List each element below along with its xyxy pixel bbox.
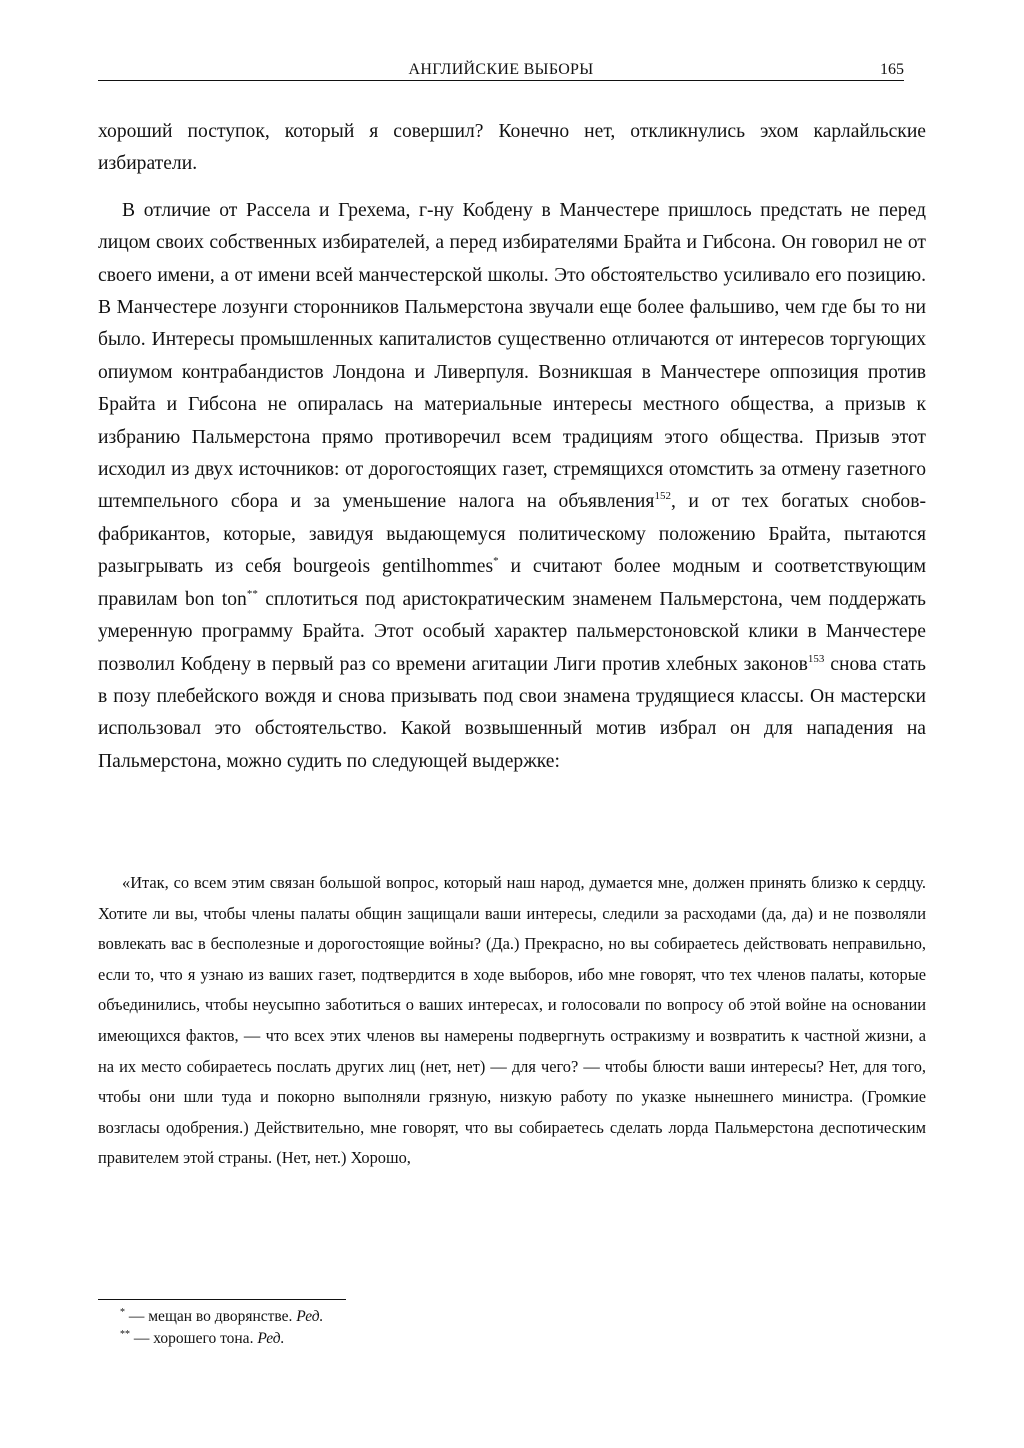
running-header (98, 60, 904, 81)
block-quote: «Итак, со всем этим связан большой вопрос, который наш народ, думается мне, должен принять близко к сердцу. Хотите ли вы, чтобы члены палаты общин защищали ваши интересы, следили за расходами (да, да) и не позволяли вовлекать вас в бесполезные и дорогостоящие войны? (Да.) Прекрасно, но вы собираетесь действовать неправильно, если то, что я узнаю из ваших газет, подтвердится в ходе выборов, ибо мне говорят, что тех членов палаты, которые объединились, чтобы неусыпно заботиться о ваших интересах, и голосовали по вопросу об этой войне на основании имеющихся фактов, — что всех этих членов вы намерены подвергнуть остракизму и возвратить к частной жизни, а на их место собираетесь послать других лиц (нет, нет) — для чего? — чтобы блюсти ваши интересы? Нет, для того, чтобы они шли туда и покорно выполняли грязную, низкую работу по указке нынешнего министра. (Громкие возгласы одобрения.) Действительно, мне говорят, что вы собираетесь сделать лорда Пальмерстона деспотическим правителем этой страны. (Нет, нет.) Хорошо, (98, 873, 926, 1168)
paragraph-text-e: снова стать в позу плебейского вождя и снова призывать под свои знамена трудящиеся классы. Он мастерски использовал это обстоятельство. Какой возвышенный мотив избрал он для нападения на Пальмерстона, можно судить по следующей выдержке: (98, 653, 926, 772)
paragraph-text-c: и считают более модным и соответствующим правилам bon ton (98, 556, 926, 610)
paragraph-text-a: В отличие от Рассела и Грехема, г-ну Кобдену в Манчестере пришлось предстать не перед лицом своих собственных избирателей, а перед избирателями Брайта и Гибсона. Он говорил не от своего имени, а от имени всей манчестерской школы. Это обстоятельство усиливало его позицию. В Манчестере лозунги сторонников Пальмерстона звучали еще более фальшиво, чем где бы то ни было. Интересы промышленных капиталистов существенно отличаются от интересов торгующих опиумом контрабандистов Лондона и Ливерпуля. Возникшая в Манчестере оппозиция против Брайта и Гибсона не опиралась на материальные интересы местного общества, а призыв к избранию Пальмерстона прямо противоречил всем традициям этого общества. Призыв этот исходил из двух источников: от дорогостоящих газет, стремящихся отомстить за отмену газетного штемпельного сбора и за уменьшение налога на объявления (98, 199, 926, 513)
footnote-ref-star[interactable]: * (493, 555, 499, 568)
footnote-editor: Ред. (296, 1308, 324, 1325)
note-ref-153[interactable]: 153 (807, 652, 825, 665)
paragraph-cobden (98, 195, 926, 778)
footnote-editor: Ред. (257, 1330, 285, 1347)
footnotes (120, 1306, 323, 1350)
paragraph-text-d: сплотиться под аристократическим знаменем Пальмерстона, чем поддержать умеренную программу Брайта. Этот особый характер пальмерстоновской клики в Манчестере позволил Кобдену в первый раз со времени агитации Лиги против хлебных законов (98, 588, 926, 675)
footnote-item (120, 1328, 323, 1350)
footnote-item (120, 1306, 323, 1328)
footnote-divider (98, 1299, 346, 1300)
footnote-mark: ** (120, 1329, 130, 1340)
note-ref-152[interactable]: 152 (654, 490, 671, 503)
paragraph-text-b: , и от тех богатых снобов-фабрикантов, которые, завидуя выдающемуся политическому положению Брайта, пытаются разыгрывать из себя bourgeois gentilhommes (98, 491, 926, 578)
footnote-mark: * (120, 1307, 125, 1318)
running-title: АНГЛИЙСКИЕ ВЫБОРЫ (408, 61, 594, 78)
paragraph-continued: хороший поступок, который я совершил? Конечно нет, откликнулись эхом карлайльские избиратели. (98, 121, 926, 175)
footnote-text: — мещан во дворянстве. (125, 1308, 297, 1325)
footnote-text: — хорошего тона. (130, 1330, 258, 1347)
footnote-ref-double-star[interactable]: ** (246, 587, 258, 600)
page-number: 165 (880, 61, 904, 78)
main-text (98, 116, 926, 778)
